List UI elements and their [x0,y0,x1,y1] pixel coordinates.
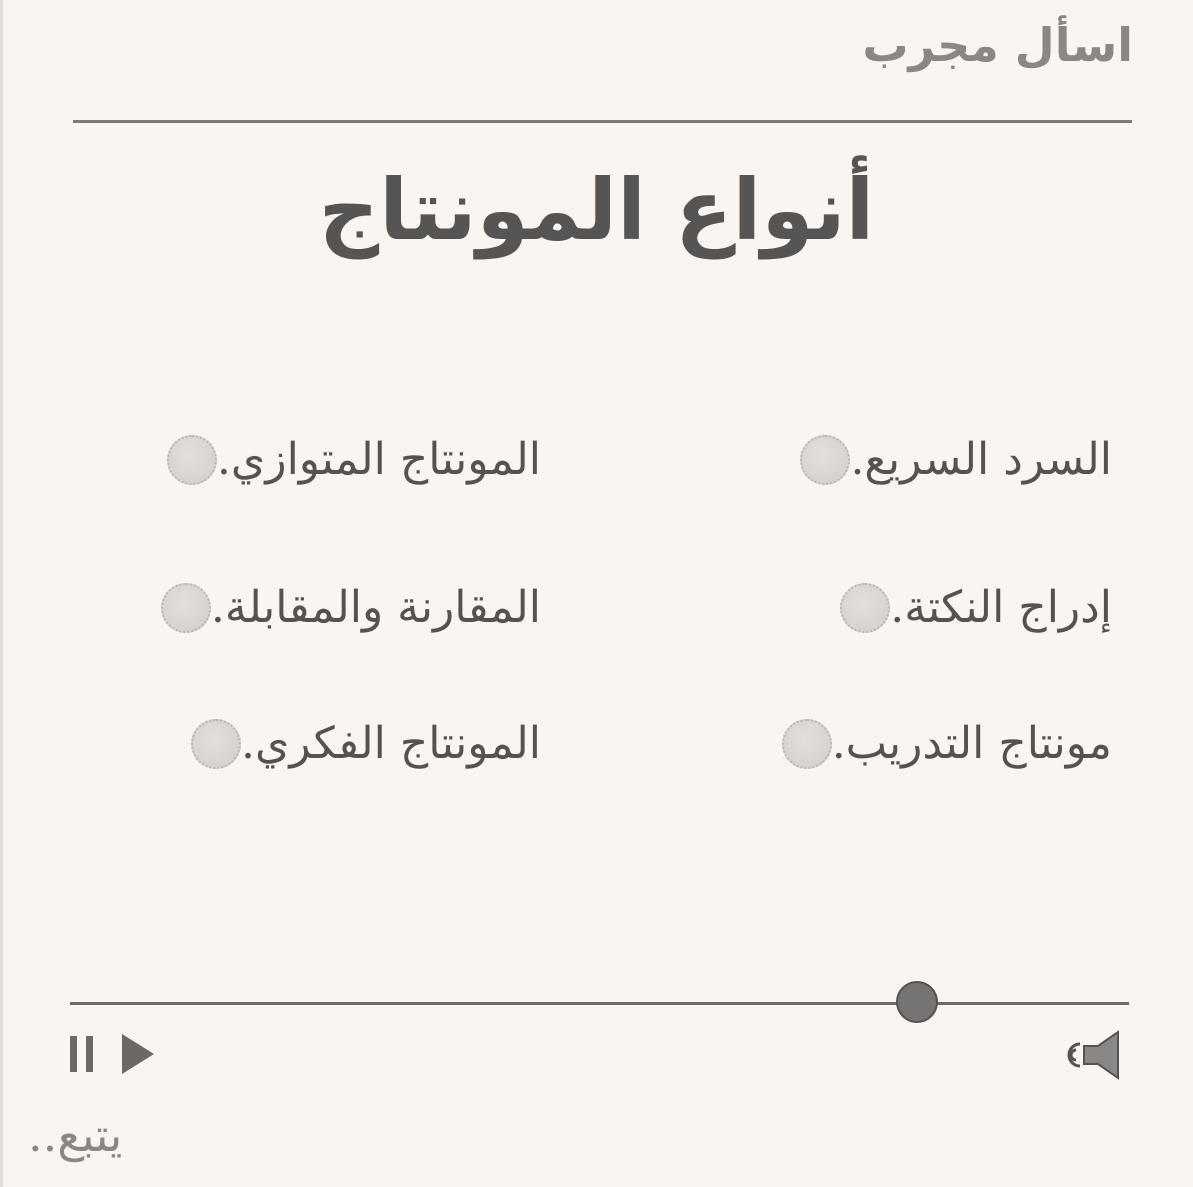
list-item-fast-narrative [786,434,1112,487]
header-divider [73,120,1132,123]
list-item-training-montage [768,718,1112,771]
list-item-label: المونتاج الفكري. [240,718,541,769]
pause-icon[interactable] [66,1032,100,1076]
list-item-joke-insertion [826,582,1112,635]
list-item-label: إدراج النكتة. [890,582,1112,633]
bullet-icon [191,719,241,769]
progress-track[interactable] [70,1002,1129,1005]
list-item-label: المقارنة والمقابلة. [210,582,541,633]
list-item-label: مونتاج التدريب. [831,718,1112,769]
list-item-comparison [147,582,541,635]
play-icon[interactable] [118,1030,158,1078]
bullet-icon [167,435,217,485]
volume-icon[interactable] [1062,1026,1126,1084]
bullet-icon [161,583,211,633]
bullet-icon [782,719,832,769]
bullet-icon [840,583,890,633]
continue-text: يتبع.. [28,1108,123,1162]
list-item-parallel-montage [153,434,541,487]
page-title: أنواع المونتاج [318,161,875,259]
progress-thumb[interactable] [896,981,938,1023]
list-item-intellectual-montage [177,718,541,771]
brand-title: اسأل مجرب [862,18,1133,72]
bullet-icon [800,435,850,485]
list-item-label: المونتاج المتوازي. [216,434,541,485]
list-item-label: السرد السريع. [850,434,1112,485]
